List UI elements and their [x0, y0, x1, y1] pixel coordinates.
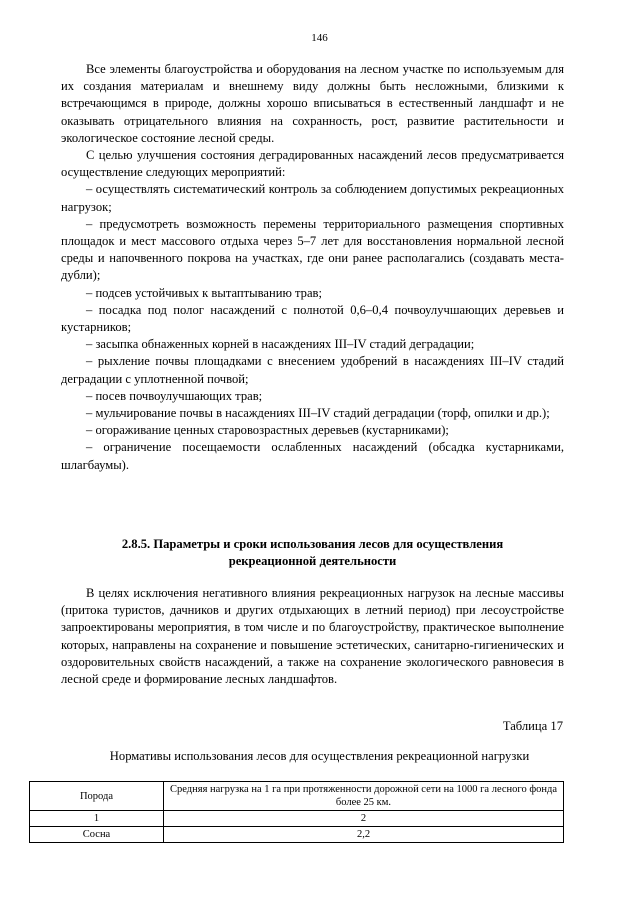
measure-item: – посадка под полог насаждений с полнотой 0,6–0,4 почвоулучшающих деревьев и кустарников;	[61, 302, 564, 335]
measure-item: – подсев устойчивых к вытаптыванию трав;	[86, 285, 322, 300]
page-number: 146	[311, 32, 328, 44]
measure-item: – предусмотреть возможность перемены территориального размещения спортивных площадок и мест массового отдыха через 5–7 лет для восстановления нормальной лесной среды и напочвенного покрова на участках, где они ранее располагались (создавать места-дубли);	[61, 216, 564, 283]
table-label: Таблица 17	[502, 719, 563, 733]
section-paragraph: В целях исключения негативного влияния рекреационных нагрузок на лесные массивы (притока туристов, дачников и других отдыхающих в летний период) при лесоустройстве запроектированы мероприятия, в том числе и по благоустройству, практическое выполнение которых, направлены на сохранение и повышение эстетических, санитарно-гигиенических и оздоровительных свойств насаждений, а также на сохранение экологического равновесия в лесной среде и формирование лесных ландшафтов.	[61, 586, 564, 687]
intro-paragraph-2: С целью улучшения состояния деградированных насаждений лесов предусматривается осуществление следующих мероприятий:	[61, 148, 564, 180]
section-heading-line-2: рекреационной деятельности	[228, 554, 397, 569]
section-heading-line-1: 2.8.5. Параметры и сроки использования лесов для осуществления	[121, 537, 504, 551]
table-header-row	[30, 782, 564, 811]
table-cell: 2,2	[164, 827, 564, 843]
table-row	[30, 827, 564, 843]
table-title: Нормативы использования лесов для осуществления рекреационной нагрузки	[109, 749, 530, 763]
intro-section	[61, 61, 564, 474]
norms-table	[29, 781, 564, 843]
section-body	[61, 585, 564, 688]
measure-item: – рыхление почвы площадками с внесением удобрений в насаждениях III–IV стадий деградации с уплотненной почвой;	[61, 354, 564, 386]
table-numbering-row	[30, 811, 564, 827]
intro-paragraph-1: Все элементы благоустройства и оборудования на лесном участке по используемым для их создания материалам и внешнему виду должны быть несложными, близкими к встречающимся в природе, должны хорошо вписываться в естественный ландшафт и не оказывать отрицательного влияния на сохранность, рост, развитие растительности и экологическое состояние лесной среды.	[61, 62, 564, 145]
measure-item: – огораживание ценных старовозрастных деревьев (кустарниками);	[86, 423, 449, 438]
table-numbering-cell: 1	[30, 811, 164, 827]
measure-item: – мульчирование почвы в насаждениях III–IV стадий деградации (торф, опилки и др.);	[86, 406, 550, 421]
measure-item: – осуществлять систематический контроль за соблюдением допустимых рекреационных нагрузок;	[61, 182, 564, 214]
measure-item: – ограничение посещаемости ослабленных насаждений (обсадка кустарниками, шлагбаумы).	[61, 440, 564, 472]
table-numbering-cell: 2	[164, 811, 564, 827]
section-heading	[61, 536, 564, 570]
table-header-cell: Средняя нагрузка на 1 га при протяженности дорожной сети на 1000 га лесного фонда более 25 км.	[164, 782, 564, 811]
table-cell: Сосна	[30, 827, 164, 843]
measure-item: – засыпка обнаженных корней в насаждениях III–IV стадий деградации;	[86, 337, 475, 352]
table-header-cell: Порода	[30, 782, 164, 811]
measure-item: – посев почвоулучшающих трав;	[86, 388, 263, 403]
